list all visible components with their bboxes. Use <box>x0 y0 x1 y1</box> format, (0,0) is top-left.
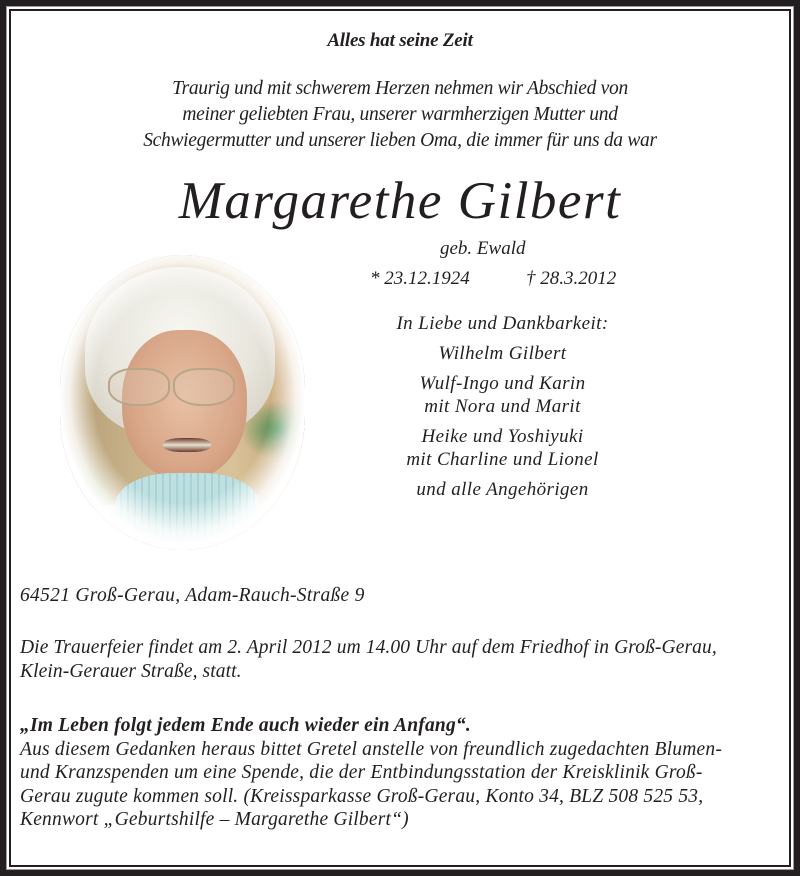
motto-heading: Alles hat seine Zeit <box>327 30 473 51</box>
donation-quote: „Im Leben folgt jedem Ende auch wieder ein Anfang“. <box>20 715 471 736</box>
funeral-service-info <box>20 636 790 684</box>
birth-date: * 23.12.1924 <box>370 268 470 289</box>
service-line: Klein-Gerauer Straße, statt. <box>20 661 242 682</box>
mourners-list <box>365 312 640 508</box>
death-date: † 28.3.2012 <box>526 268 617 289</box>
family-address: 64521 Groß-Gerau, Adam-Rauch-Straße 9 <box>20 585 365 606</box>
mourner-group <box>365 342 640 365</box>
intro-line: Traurig und mit schwerem Herzen nehmen wir Abschied von <box>172 78 628 99</box>
mourner-name: mit Nora und Marit <box>424 396 581 417</box>
donation-line: Kennwort „Geburtshilfe – Margarethe Gilbert“) <box>20 809 409 830</box>
intro-line: meiner geliebten Frau, unserer warmherzigen Mutter und <box>182 104 618 125</box>
mourner-group <box>365 478 640 501</box>
mourner-name: Wulf-Ingo und Karin <box>419 373 586 394</box>
intro-text <box>0 76 800 154</box>
donation-line: Gerau zugute kommen soll. (Kreissparkasse Groß-Gerau, Konto 34, BLZ 508 525 53, <box>20 785 704 807</box>
service-line: Die Trauerfeier findet am 2. April 2012 um 14.00 Uhr auf dem Friedhof in Groß-Gerau, <box>20 637 717 658</box>
donation-line: Aus diesem Gedanken heraus bittet Gretel anstelle von freundlich zugedachten Blumen- <box>20 738 723 760</box>
mourner-group <box>365 425 640 471</box>
mourner-name: und alle Angehörigen <box>416 479 589 500</box>
deceased-name: Margarethe Gilbert <box>178 172 622 230</box>
mourner-name: Heike und Yoshiyuki <box>421 426 584 447</box>
intro-line: Schwiegermutter und unserer lieben Oma, die immer für uns da war <box>143 130 657 151</box>
photo-vignette <box>60 255 305 550</box>
maiden-name: geb. Ewald <box>440 238 526 259</box>
mourner-group <box>365 372 640 418</box>
donation-request <box>20 714 790 832</box>
mourners-heading: In Liebe und Dankbarkeit: <box>396 313 609 334</box>
mourner-name: Wilhelm Gilbert <box>438 343 567 364</box>
donation-line: und Kranzspenden um eine Spende, die der Entbindungsstation der Kreisklinik Groß- <box>20 762 703 783</box>
portrait-photo-icon <box>60 255 305 550</box>
mourner-name: mit Charline und Lionel <box>406 449 599 470</box>
